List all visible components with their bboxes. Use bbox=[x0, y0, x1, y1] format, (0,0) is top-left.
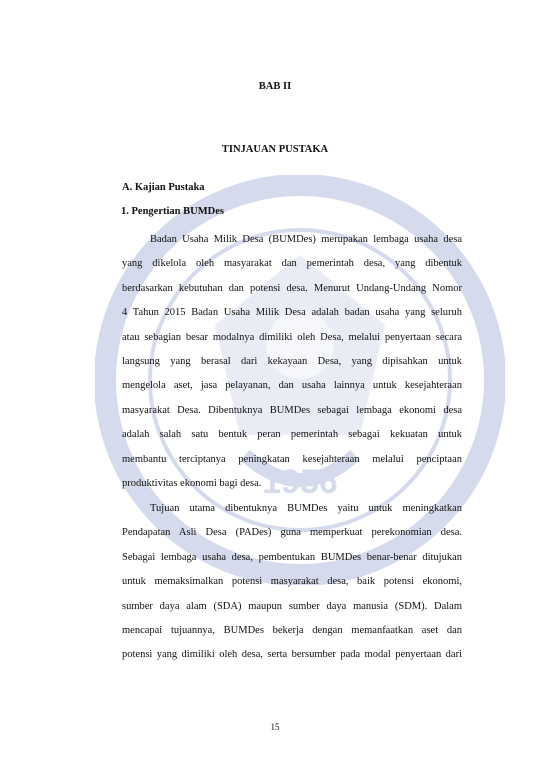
chapter-number: BAB II bbox=[258, 81, 292, 92]
paragraph-line: yang dikelola oleh masyarakat dan pemerintah desa, yang dibentuk bbox=[122, 258, 462, 269]
paragraph-line: Sebagai lembaga usaha desa, pembentukan BUMDes benar-benar ditujukan bbox=[122, 552, 462, 563]
paragraph-line: Badan Usaha Milik Desa (BUMDes) merupakan lembaga usaha desa bbox=[150, 234, 462, 245]
subsection-heading: 1. Pengertian BUMDes bbox=[121, 206, 224, 217]
paragraph-line: Tujuan utama dibentuknya BUMDes yaitu untuk meningkatkan bbox=[150, 503, 462, 514]
paragraph-line: langsung yang berasal dari kekayaan Desa, yang dipisahkan untuk bbox=[122, 356, 462, 367]
paragraph-line: potensi yang dimiliki oleh desa, serta bersumber pada modal penyertaan dari bbox=[122, 649, 462, 660]
chapter-title: TINJAUAN PUSTAKA bbox=[221, 144, 329, 155]
paragraph-line: atau sebagian besar modalnya dimiliki oleh Desa, melalui penyertaan secara bbox=[122, 332, 462, 343]
paragraph-line: mencapai tujuannya, BUMDes bekerja dengan memanfaatkan aset dan bbox=[122, 625, 462, 636]
paragraph-line: membantu terciptanya peningkatan kesejahteraan melalui penciptaan bbox=[122, 454, 462, 465]
paragraph-line: sumber daya alam (SDA) maupun sumber daya manusia (SDM). Dalam bbox=[122, 601, 462, 612]
paragraph-line: berdasarkan kebutuhan dan potensi desa. Menurut Undang-Undang Nomor bbox=[122, 283, 462, 294]
page-number: 15 bbox=[270, 722, 280, 732]
paragraph-line: untuk memaksimalkan potensi masyarakat desa, baik potensi ekonomi, bbox=[122, 576, 462, 587]
paragraph-line: masyarakat Desa. Dibentuknya BUMDes sebagai lembaga ekonomi desa bbox=[122, 405, 462, 416]
section-heading: A. Kajian Pustaka bbox=[122, 182, 205, 193]
paragraph-line: produktivitas ekonomi bagi desa. bbox=[122, 478, 262, 489]
paragraph-line: Pendapatan Asli Desa (PADes) guna memperkuat perekonomian desa. bbox=[122, 527, 462, 538]
paragraph-line: mengelola aset, jasa pelayanan, dan usaha lainnya untuk kesejahteraan bbox=[122, 380, 462, 391]
watermark-year: 1956 bbox=[262, 463, 338, 501]
paragraph-line: adalah salah satu bentuk peran pemerintah sebagai kekuatan untuk bbox=[122, 429, 462, 440]
paragraph-line: 4 Tahun 2015 Badan Usaha Milik Desa adalah badan usaha yang seluruh bbox=[122, 307, 462, 318]
